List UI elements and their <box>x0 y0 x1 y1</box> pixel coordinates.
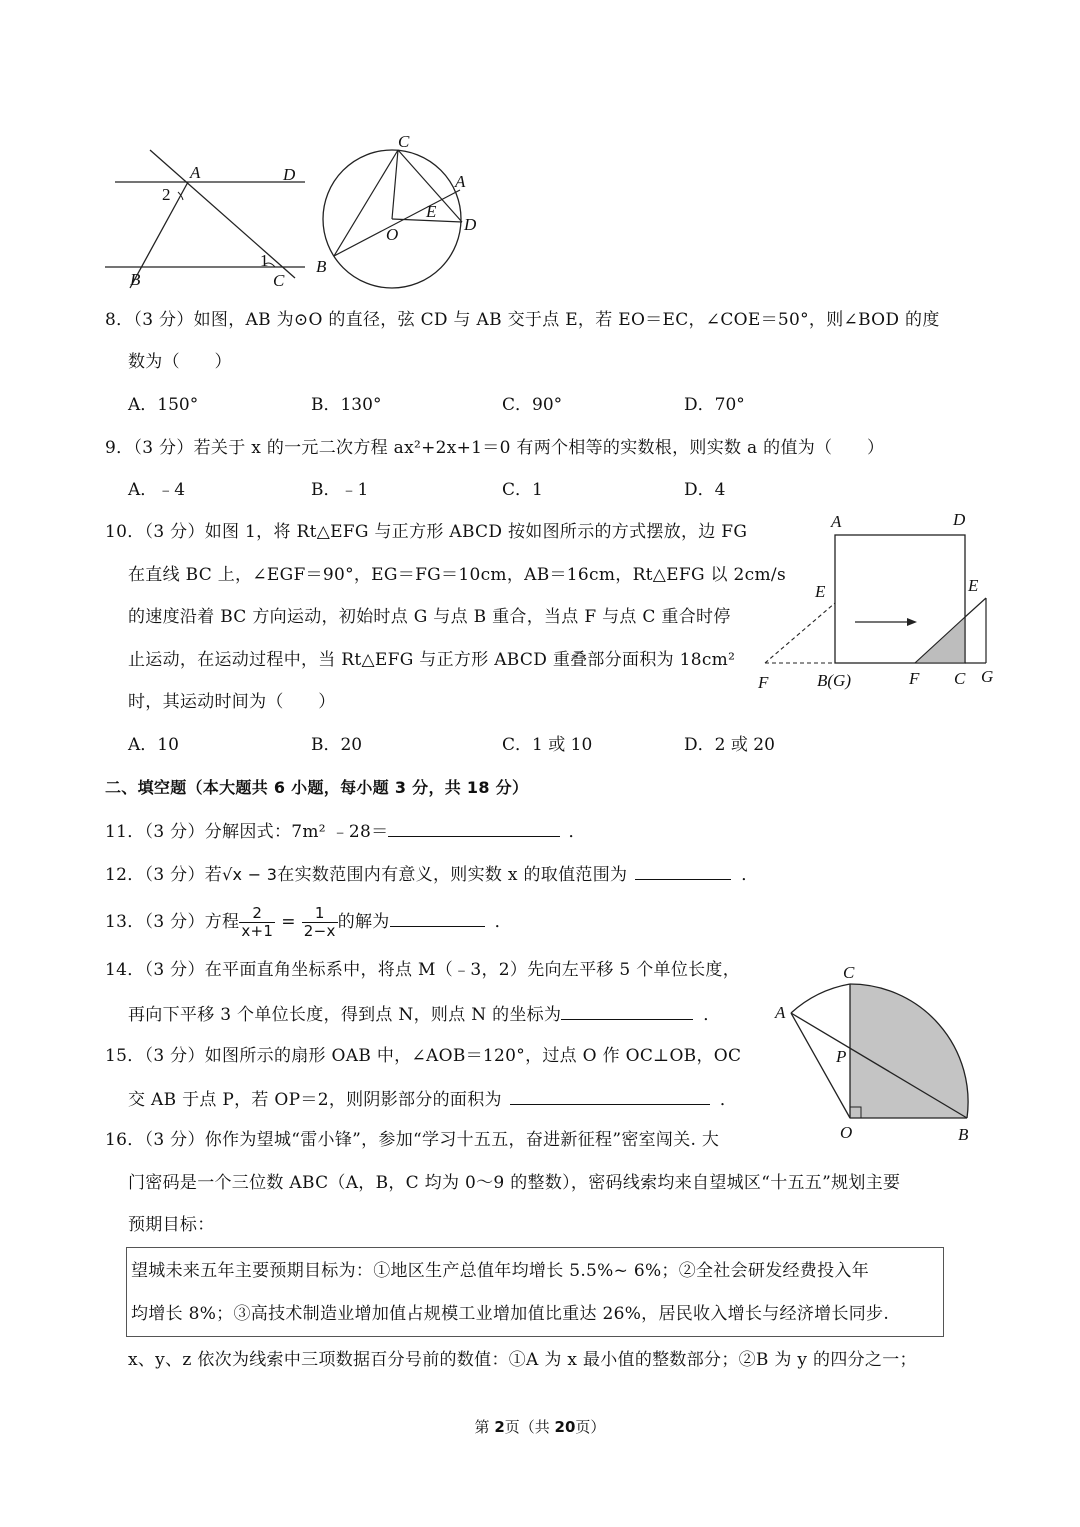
q14-row2 <box>128 1001 721 1027</box>
q12-answer-blank[interactable] <box>635 861 731 880</box>
q10-stem-line2: 在直线 BC 上，∠EGF＝90°，EG＝FG＝10cm，AB＝16cm，Rt△EFG 以 2cm/s <box>128 565 786 585</box>
q15-row2 <box>128 1086 737 1112</box>
figure-parallel-lines <box>100 140 330 295</box>
q11-row <box>105 818 586 844</box>
q10-stem-line1: 10．（3 分）如图 1，将 Rt△EFG 与正方形 ABCD 按如图所示的方式摆放，边 FG <box>105 522 748 542</box>
fig3-label-d: D <box>953 510 966 529</box>
fig3-label-bg: B(G) <box>817 671 851 690</box>
fig2-label-c: C <box>398 132 410 151</box>
q8-option-b[interactable]: B．130° <box>311 395 382 415</box>
q13-row <box>105 898 512 946</box>
q10-option-b[interactable]: B．20 <box>311 735 363 755</box>
q12-stem-end: 在实数范围内有意义，则实数 x 的取值范围为 <box>277 865 628 885</box>
q15-period: ． <box>719 1090 738 1110</box>
figure-sector <box>770 958 990 1148</box>
q13-fraction-left <box>239 905 275 940</box>
q14-period: ． <box>703 1005 721 1025</box>
q9-option-d[interactable]: D．4 <box>684 480 726 500</box>
q14-answer-blank[interactable] <box>561 1001 693 1020</box>
fig3-label-c: C <box>954 669 966 688</box>
q10-option-c[interactable]: C．1 或 10 <box>502 735 593 755</box>
q13-frac2-denominator: 2−x <box>303 922 336 940</box>
page-footer <box>0 1416 1080 1437</box>
fig1-label-2: 2 <box>162 185 171 204</box>
fig3-label-g: G <box>981 667 994 686</box>
q13-period: ． <box>494 912 512 932</box>
fig2-label-e: E <box>426 202 437 221</box>
q13-frac2-numerator: 1 <box>302 905 338 923</box>
figure-circle <box>310 132 485 292</box>
fig1-label-1: 1 <box>260 251 269 270</box>
q14-stem-line1: 14．（3 分）在平面直角坐标系中，将点 M（﹣3，2）先向左平移 5 个单位长度， <box>105 960 741 980</box>
q9-option-c[interactable]: C．1 <box>502 480 543 500</box>
fig2-label-d: D <box>464 215 477 234</box>
q9-option-b[interactable]: B．﹣1 <box>311 480 369 500</box>
q8-stem-line2: 数为（ ） <box>128 352 232 372</box>
q16-clue-line1: 望城未来五年主要预期目标为：①地区生产总值年均增长 5.5%~ 6%；②全社会研发经费投入年 <box>131 1261 870 1281</box>
q8-option-a[interactable]: A．150° <box>128 395 199 415</box>
q10-stem-line5: 时，其运动时间为（ ） <box>128 692 336 712</box>
fig3-label-f-left: F <box>758 673 769 692</box>
fig1-label-c: C <box>273 271 285 290</box>
q8-option-d[interactable]: D．70° <box>684 395 745 415</box>
footer-prefix: 第 <box>474 1418 495 1436</box>
fig1-label-b: B <box>130 270 141 289</box>
fig3-label-f-right: F <box>909 669 920 688</box>
q12-radical: √x − 3 <box>222 865 278 884</box>
fig4-label-c: C <box>843 963 855 982</box>
q11-period: ． <box>568 822 586 842</box>
fig4-label-b: B <box>958 1125 969 1144</box>
q11-stem: 11．（3 分）分解因式：7m² ﹣28＝ <box>105 822 389 842</box>
q12-period: ． <box>741 865 759 885</box>
q10-stem-line3: 的速度沿着 BC 方向运动，初始时点 G 与点 B 重合，当点 F 与点 C 重合时停 <box>128 607 731 627</box>
footer-total-pages: 20 <box>554 1418 576 1436</box>
footer-page-number: 2 <box>494 1418 505 1436</box>
figure-square-triangle <box>755 505 1005 695</box>
q12-stem-start: 12．（3 分）若 <box>105 865 223 885</box>
q14-stem-line2: 再向下平移 3 个单位长度，得到点 N，则点 N 的坐标为 <box>128 1005 562 1025</box>
fig4-label-p: P <box>836 1047 847 1066</box>
q16-stem-line3: 预期目标： <box>128 1215 215 1235</box>
section-heading: 二、填空题（本大题共 6 小题，每小题 3 分，共 18 分） <box>105 778 529 797</box>
fig2-label-b: B <box>316 257 327 276</box>
fig3-label-a: A <box>831 512 842 531</box>
q16-stem-line2: 门密码是一个三位数 ABC（A，B，C 均为 0～9 的整数），密码线索均来自望城区“十五五”规划主要 <box>128 1173 901 1193</box>
footer-suffix: 页） <box>575 1418 606 1436</box>
q16-clue-line2: 均增长 8%；③高技术制造业增加值占规模工业增加值比重达 26%，居民收入增长与经济增长同步. <box>131 1304 890 1324</box>
q16-stem-line1: 16．（3 分）你作为望城“雷小锋”，参加“学习十五五，奋进新征程”密室闯关. 大 <box>105 1130 720 1150</box>
q10-option-a[interactable]: A．10 <box>128 735 179 755</box>
q13-stem-start: 13．（3 分）方程 <box>105 912 240 932</box>
q10-option-d[interactable]: D．2 或 20 <box>684 735 775 755</box>
fig2-label-o: O <box>386 225 399 244</box>
q13-answer-blank[interactable] <box>390 908 485 927</box>
q12-row <box>105 861 759 887</box>
fig1-label-d: D <box>283 165 296 184</box>
q13-fraction-right <box>302 905 338 940</box>
fig1-label-a: A <box>190 163 201 182</box>
q8-stem-line1: 8．（3 分）如图，AB 为⊙O 的直径，弦 CD 与 AB 交于点 E，若 EO＝EC，∠COE＝50°，则∠BOD 的度 <box>105 310 940 330</box>
fig4-label-a: A <box>775 1003 786 1022</box>
q15-stem-line1: 15．（3 分）如图所示的扇形 OAB 中，∠AOB＝120°，过点 O 作 OC⊥OB，OC <box>105 1046 742 1066</box>
footer-middle: 页（共 <box>504 1418 555 1436</box>
q11-answer-blank[interactable] <box>388 818 560 837</box>
q13-frac1-numerator: 2 <box>239 905 275 923</box>
q15-stem-line2: 交 AB 于点 P，若 OP＝2，则阴影部分的面积为 <box>128 1090 502 1110</box>
q15-answer-blank[interactable] <box>510 1086 710 1105</box>
q16-stem-line4: x、y、z 依次为线索中三项数据百分号前的数值：①A 为 x 最小值的整数部分；②B 为 y 的四分之一； <box>128 1350 917 1370</box>
fig2-label-a: A <box>455 172 466 191</box>
q10-stem-line4: 止运动，在运动过程中，当 Rt△EFG 与正方形 ABCD 重叠部分面积为 18cm² <box>128 650 736 670</box>
q13-frac1-denominator: x+1 <box>241 922 274 940</box>
q9-option-a[interactable]: A．﹣4 <box>128 480 186 500</box>
q9-stem: 9．（3 分）若关于 x 的一元二次方程 ax²+2x+1＝0 有两个相等的实数根，则实数 a 的值为（ ） <box>105 438 885 458</box>
fig3-label-e-left: E <box>815 582 826 601</box>
fig4-label-o: O <box>840 1123 853 1142</box>
q8-option-c[interactable]: C．90° <box>502 395 563 415</box>
q13-stem-end: 的解为 <box>337 912 390 932</box>
q13-equals: = <box>281 912 296 932</box>
fig3-label-e-right: E <box>968 576 979 595</box>
